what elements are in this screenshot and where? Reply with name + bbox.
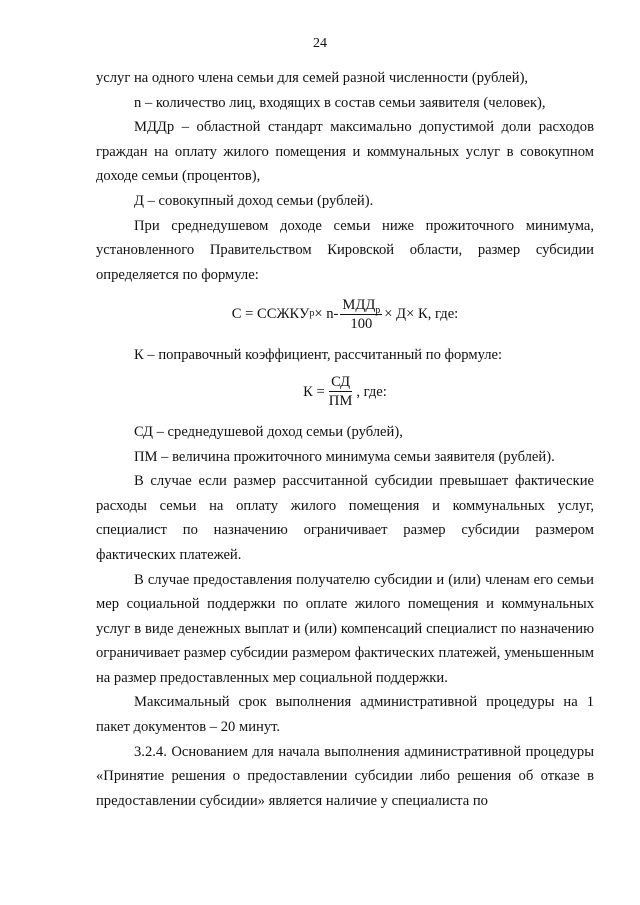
paragraph: СД – среднедушевой доход семьи (рублей), [134, 423, 403, 440]
formula-mid: × n- [314, 306, 339, 323]
paragraph: В случае если размер рассчитанной субсидии превышает фактические расходы семьи на оплату жилого помещения и коммунальных услуг, специалист по назначению ограничивает размер субсидии размером фактических платежей. [96, 473, 594, 563]
fraction-denominator: 100 [350, 315, 373, 332]
page-number: 24 [313, 36, 327, 51]
document-body [96, 66, 594, 813]
paragraph: 3.2.4. Основанием для начала выполнения административной процедуры «Принятие решения о предоставлении субсидии либо решения об отказе в предоставлении субсидии» является наличие у специалиста по [96, 743, 594, 809]
paragraph: МДДр – областной стандарт максимально допустимой доли расходов граждан на оплату жилого помещения и коммунальных услуг в совокупном доходе семьи (процентов), [96, 119, 594, 185]
paragraph: К – поправочный коэффициент, рассчитанный по формуле: [134, 347, 503, 364]
formula-fraction [327, 373, 355, 410]
paragraph: Максимальный срок выполнения административной процедуры на 1 пакет документов – 20 минут. [96, 694, 594, 736]
formula-lhs: К = [303, 383, 325, 400]
formula-fraction [340, 296, 382, 333]
paragraph: В случае предоставления получателю субсидии и (или) членам его семьи мер социальной поддержки по оплате жилого помещения и коммунальных услуг в виде денежных выплат и (или) компенсаций специалист по назначению ограничивает размер субсидии размером фактических платежей, уменьшенным на размер предоставленных мер социальной поддержки. [96, 571, 594, 686]
paragraph: n – количество лиц, входящих в состав семьи заявителя (человек), [134, 94, 546, 111]
paragraph: услуг на одного члена семьи для семей разной численности (рублей), [96, 70, 529, 86]
coefficient-formula [96, 370, 594, 414]
paragraph: Д – совокупный доход семьи (рублей). [134, 192, 374, 209]
subsidy-formula: С = ССЖКУ р × n- $\frac{МДД_р}{100}$ × Д× К, где: [231, 296, 459, 332]
fraction-denominator: ПМ [328, 393, 353, 410]
formula-lhs: С = ССЖКУ [231, 306, 310, 323]
fraction-numerator: СД [331, 374, 351, 391]
formula-rhs: × Д× К, где: [384, 306, 459, 323]
paragraph: ПМ – величина прожиточного минимума семьи заявителя (рублей). [134, 448, 555, 465]
paragraph: При среднедушевом доходе семьи ниже прожиточного минимума, установленного Правительством Кировской области, размер субсидии определяется по формуле: [96, 217, 594, 283]
fraction-numerator: $МДД_р$ [342, 296, 381, 316]
formula-rhs: , где: [356, 383, 387, 400]
